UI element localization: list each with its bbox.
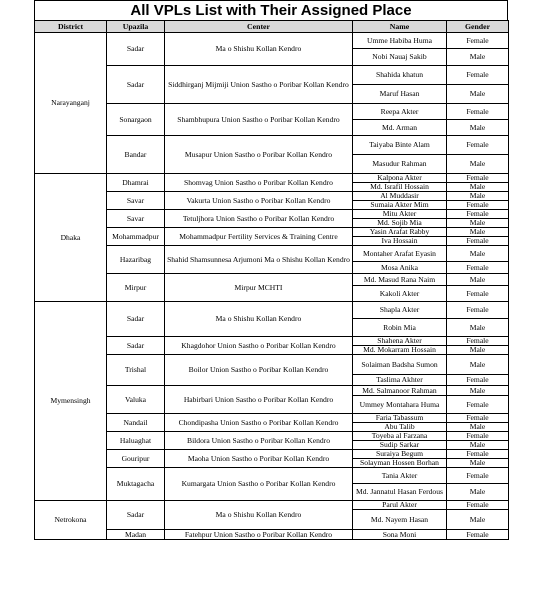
- gender-cell: Male: [447, 246, 509, 262]
- gender-cell: Female: [447, 432, 509, 441]
- person-name-cell: Shahida khatun: [353, 66, 447, 85]
- document: [34, 0, 508, 540]
- center-cell: Bildora Union Sastho o Poribar Kollan Kendro: [165, 432, 353, 450]
- table-row: [35, 174, 509, 183]
- center-cell: Shambhupura Union Sastho o Poribar Kollan Kendro: [165, 104, 353, 136]
- gender-cell: Male: [447, 441, 509, 450]
- person-name-cell: Md. Nayem Hasan: [353, 510, 447, 530]
- gender-cell: Male: [447, 155, 509, 174]
- person-name-cell: Shahena Akter: [353, 337, 447, 346]
- upazila-cell: Dhamrai: [107, 174, 165, 192]
- table-row: [35, 355, 509, 375]
- table-row: [35, 337, 509, 346]
- gender-cell: Male: [447, 274, 509, 286]
- upazila-cell: Savar: [107, 192, 165, 210]
- header-row: [35, 21, 509, 33]
- upazila-cell: Mohammadpur: [107, 228, 165, 246]
- person-name-cell: Md. Arman: [353, 120, 447, 136]
- center-cell: Maoha Union Sastho o Poribar Kollan Kendro: [165, 450, 353, 468]
- person-name-cell: Taslima Akhter: [353, 375, 447, 386]
- table-row: [35, 530, 509, 540]
- person-name-cell: Sudip Sarkar: [353, 441, 447, 450]
- table-row: [35, 104, 509, 120]
- gender-cell: Female: [447, 237, 509, 246]
- gender-cell: Male: [447, 49, 509, 66]
- person-name-cell: Solaiman Badsha Sumon: [353, 355, 447, 375]
- gender-cell: Male: [447, 346, 509, 355]
- table-row: [35, 302, 509, 319]
- gender-cell: Female: [447, 337, 509, 346]
- person-name-cell: Solayman Hossen Borhan: [353, 459, 447, 468]
- center-cell: Shomvag Union Sastho o Poribar Kollan Kendro: [165, 174, 353, 192]
- upazila-cell: Nandail: [107, 414, 165, 432]
- person-name-cell: Kakoli Akter: [353, 286, 447, 302]
- center-cell: Boilor Union Sastho o Poribar Kollan Kendro: [165, 355, 353, 386]
- gender-cell: Male: [447, 192, 509, 201]
- upazila-cell: Gouripur: [107, 450, 165, 468]
- center-cell: Kumargata Union Sastho o Poribar Kollan Kendro: [165, 468, 353, 501]
- gender-cell: Male: [447, 510, 509, 530]
- gender-cell: Female: [447, 104, 509, 120]
- upazila-cell: Valuka: [107, 386, 165, 414]
- upazila-cell: Hazaribag: [107, 246, 165, 274]
- gender-cell: Male: [447, 459, 509, 468]
- upazila-cell: Madan: [107, 530, 165, 540]
- gender-cell: Female: [447, 530, 509, 540]
- gender-cell: Male: [447, 423, 509, 432]
- person-name-cell: Suraiya Begum: [353, 450, 447, 459]
- district-cell: Narayanganj: [35, 33, 107, 174]
- gender-cell: Male: [447, 228, 509, 237]
- upazila-cell: Sadar: [107, 33, 165, 66]
- center-cell: Ma o Shishu Kollan Kendro: [165, 33, 353, 66]
- center-cell: Ma o Shishu Kollan Kendro: [165, 302, 353, 337]
- center-cell: Habirbari Union Sastho o Poribar Kollan Kendro: [165, 386, 353, 414]
- upazila-cell: Mirpur: [107, 274, 165, 302]
- upazila-cell: Bandar: [107, 136, 165, 174]
- center-cell: Shahid Shamsunnesa Arjumoni Ma o Shishu Kollan Kendro: [165, 246, 353, 274]
- gender-cell: Female: [447, 66, 509, 85]
- person-name-cell: Tania Akter: [353, 468, 447, 484]
- person-name-cell: Md. Israfil Hossain: [353, 183, 447, 192]
- gender-cell: Female: [447, 262, 509, 274]
- person-name-cell: Masudur Rahman: [353, 155, 447, 174]
- gender-cell: Female: [447, 302, 509, 319]
- center-cell: Vakurta Union Sastho o Poribar Kollan Kendro: [165, 192, 353, 210]
- person-name-cell: Md. Jannatul Hasan Ferdous: [353, 484, 447, 501]
- person-name-cell: Iva Hossain: [353, 237, 447, 246]
- table-row: [35, 386, 509, 396]
- upazila-cell: Sadar: [107, 337, 165, 355]
- header-upazila: Upazila: [107, 21, 165, 33]
- gender-cell: Female: [447, 375, 509, 386]
- gender-cell: Male: [447, 85, 509, 104]
- gender-cell: Male: [447, 386, 509, 396]
- gender-cell: Female: [447, 136, 509, 155]
- district-cell: Netrokona: [35, 501, 107, 540]
- center-cell: Siddhirganj Mijmiji Union Sastho o Poribar Kollan Kendro: [165, 66, 353, 104]
- center-cell: Mirpur MCHTI: [165, 274, 353, 302]
- table-body: [35, 33, 509, 540]
- district-cell: Mymensingh: [35, 302, 107, 501]
- table-row: [35, 66, 509, 85]
- gender-cell: Female: [447, 201, 509, 210]
- gender-cell: Female: [447, 468, 509, 484]
- header-district: District: [35, 21, 107, 33]
- table-row: [35, 192, 509, 201]
- person-name-cell: Md. Masud Rana Naim: [353, 274, 447, 286]
- person-name-cell: Mosa Anika: [353, 262, 447, 274]
- district-cell: Dhaka: [35, 174, 107, 302]
- header-center: Center: [165, 21, 353, 33]
- person-name-cell: Abu Talib: [353, 423, 447, 432]
- page-title: All VPLs List with Their Assigned Place: [34, 0, 508, 20]
- person-name-cell: Toyeba al Farzana: [353, 432, 447, 441]
- gender-cell: Female: [447, 210, 509, 219]
- person-name-cell: Sumaia Akter Mim: [353, 201, 447, 210]
- person-name-cell: Ummey Montahara Huma: [353, 396, 447, 414]
- person-name-cell: Md. Salmanoor Rahman: [353, 386, 447, 396]
- table-row: [35, 414, 509, 423]
- person-name-cell: Robin Mia: [353, 319, 447, 337]
- person-name-cell: Umme Habiba Huma: [353, 33, 447, 49]
- center-cell: Musapur Union Sastho o Poribar Kollan Kendro: [165, 136, 353, 174]
- table-row: [35, 246, 509, 262]
- upazila-cell: Sonargaon: [107, 104, 165, 136]
- person-name-cell: Al Muddasir: [353, 192, 447, 201]
- table-row: [35, 228, 509, 237]
- table-row: [35, 136, 509, 155]
- gender-cell: Female: [447, 414, 509, 423]
- person-name-cell: Reepa Akter: [353, 104, 447, 120]
- center-cell: Ma o Shishu Kollan Kendro: [165, 501, 353, 530]
- table-row: [35, 274, 509, 286]
- person-name-cell: Faria Tabassum: [353, 414, 447, 423]
- person-name-cell: Nobi Nauaj Sakib: [353, 49, 447, 66]
- person-name-cell: Taiyaba Binte Alam: [353, 136, 447, 155]
- center-cell: Fatehpur Union Sastho o Poribar Kollan Kendro: [165, 530, 353, 540]
- upazila-cell: Trishal: [107, 355, 165, 386]
- gender-cell: Male: [447, 120, 509, 136]
- table-row: [35, 468, 509, 484]
- gender-cell: Female: [447, 501, 509, 510]
- person-name-cell: Md. Sojib Mia: [353, 219, 447, 228]
- gender-cell: Female: [447, 33, 509, 49]
- gender-cell: Male: [447, 355, 509, 375]
- person-name-cell: Kalpona Akter: [353, 174, 447, 183]
- upazila-cell: Sadar: [107, 302, 165, 337]
- header-gender: Gender: [447, 21, 509, 33]
- upazila-cell: Muktagacha: [107, 468, 165, 501]
- gender-cell: Male: [447, 319, 509, 337]
- table-row: [35, 432, 509, 441]
- center-cell: Khagdohor Union Sastho o Poribar Kollan Kendro: [165, 337, 353, 355]
- upazila-cell: Haluaghat: [107, 432, 165, 450]
- gender-cell: Female: [447, 450, 509, 459]
- upazila-cell: Savar: [107, 210, 165, 228]
- vpl-table: [34, 20, 509, 540]
- person-name-cell: Sona Moni: [353, 530, 447, 540]
- gender-cell: Female: [447, 286, 509, 302]
- table-row: [35, 210, 509, 219]
- center-cell: Mohammadpur Fertility Services & Training Centre: [165, 228, 353, 246]
- center-cell: Chondipasha Union Sastho o Poribar Kollan Kendro: [165, 414, 353, 432]
- person-name-cell: Mitu Akter: [353, 210, 447, 219]
- person-name-cell: Yasin Arafat Rabby: [353, 228, 447, 237]
- gender-cell: Female: [447, 174, 509, 183]
- center-cell: Tetuljhora Union Sastho o Poribar Kollan Kendro: [165, 210, 353, 228]
- person-name-cell: Shapla Akter: [353, 302, 447, 319]
- table-row: [35, 501, 509, 510]
- gender-cell: Female: [447, 396, 509, 414]
- gender-cell: Male: [447, 484, 509, 501]
- person-name-cell: Md. Mokarram Hossain: [353, 346, 447, 355]
- table-row: [35, 33, 509, 49]
- gender-cell: Male: [447, 183, 509, 192]
- table-row: [35, 450, 509, 459]
- header-name: Name: [353, 21, 447, 33]
- upazila-cell: Sadar: [107, 501, 165, 530]
- upazila-cell: Sadar: [107, 66, 165, 104]
- gender-cell: Male: [447, 219, 509, 228]
- person-name-cell: Maruf Hasan: [353, 85, 447, 104]
- person-name-cell: Montaher Arafat Eyasin: [353, 246, 447, 262]
- person-name-cell: Parul Akter: [353, 501, 447, 510]
